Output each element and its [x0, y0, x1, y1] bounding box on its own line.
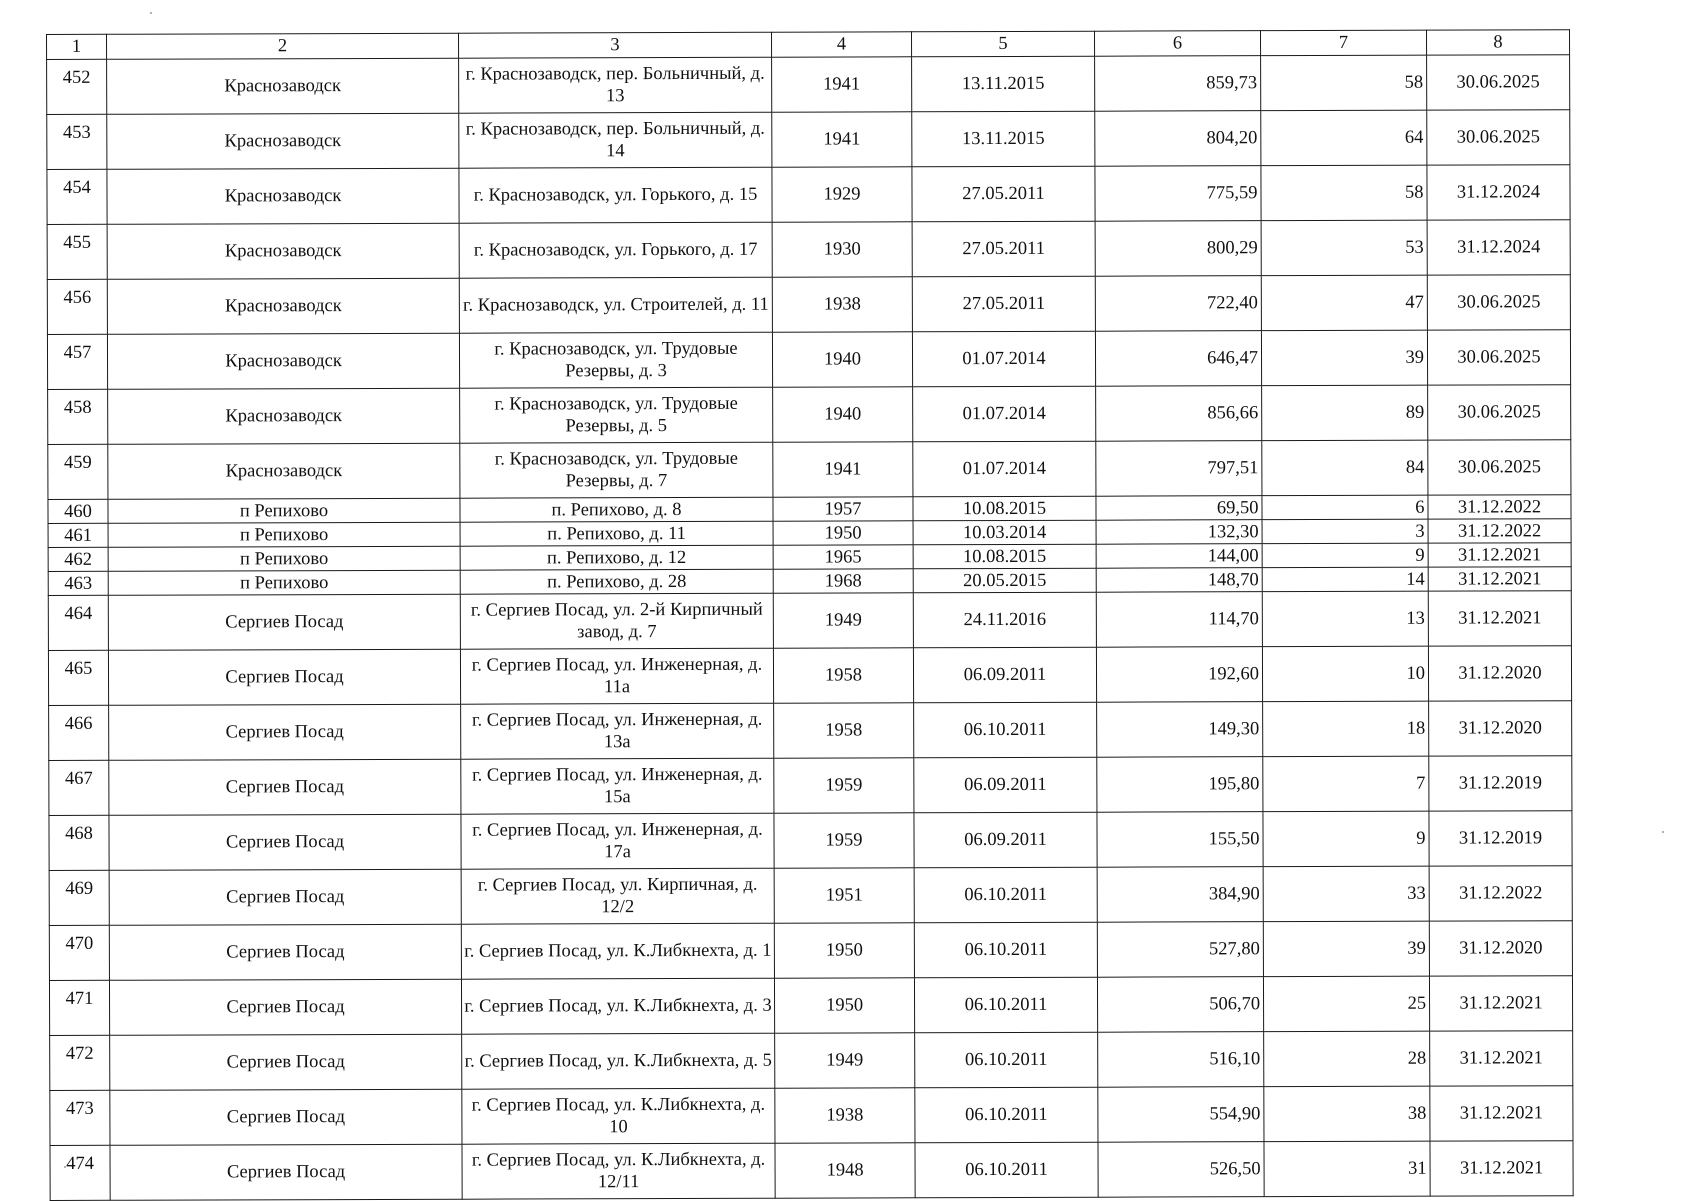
survey-date-cell: 27.05.2011 [912, 166, 1095, 222]
area-cell: 195,80 [1097, 757, 1263, 813]
area-cell: 554,90 [1098, 1087, 1264, 1143]
residents-cell: 14 [1262, 567, 1428, 592]
col-header: 3 [458, 32, 771, 58]
settlement-cell: Краснозаводск [108, 388, 460, 444]
survey-date-cell: 01.07.2014 [913, 386, 1096, 442]
table-row [49, 976, 1572, 1036]
area-cell: 155,50 [1097, 812, 1263, 868]
residents-cell: 58 [1261, 55, 1427, 111]
settlement-cell: Сергиев Посад [109, 924, 461, 980]
residents-cell: 38 [1264, 1086, 1430, 1142]
year-built-cell: 1930 [772, 222, 912, 277]
address-cell: г. Сергиев Посад, ул. К.Либкнехта, д. 5 [462, 1033, 775, 1089]
address-cell: г. Сергиев Посад, ул. Инженерная, д. 17а [461, 813, 774, 869]
settlement-cell: п Репихово [108, 546, 460, 571]
survey-date-cell: 27.05.2011 [912, 221, 1095, 277]
col-header: 8 [1426, 30, 1569, 55]
row-number-cell: 458 [48, 389, 108, 444]
table-row [48, 385, 1571, 445]
area-cell: 859,73 [1095, 56, 1261, 112]
table-row [47, 110, 1570, 170]
row-number-cell: 461 [48, 523, 108, 547]
year-built-cell: 1950 [774, 923, 914, 978]
survey-date-cell: 06.10.2011 [914, 702, 1097, 758]
survey-date-cell: 10.03.2014 [913, 520, 1096, 545]
settlement-cell: Сергиев Посад [110, 1034, 462, 1090]
table-row [50, 1031, 1573, 1091]
table-row [48, 440, 1571, 500]
year-built-cell: 1941 [772, 57, 912, 112]
address-cell: г. Сергиев Посад, ул. Кирпичная, д. 12/2 [461, 868, 774, 924]
area-cell: 800,29 [1095, 221, 1261, 277]
residents-cell: 3 [1262, 519, 1428, 544]
row-number-cell: 454 [47, 169, 107, 224]
residents-cell: 31 [1264, 1141, 1430, 1197]
settlement-cell: Сергиев Посад [108, 594, 460, 650]
residents-cell: 6 [1262, 495, 1428, 520]
residents-cell: 7 [1263, 756, 1429, 812]
survey-date-cell: 24.11.2016 [913, 592, 1096, 648]
row-number-cell: 466 [49, 705, 109, 760]
year-built-cell: 1949 [773, 593, 913, 648]
survey-date-cell: 06.10.2011 [914, 977, 1097, 1033]
settlement-cell: Сергиев Посад [109, 704, 461, 760]
table-row [50, 1086, 1573, 1146]
address-cell: г. Краснозаводск, пер. Больничный, д. 13 [459, 57, 772, 113]
deadline-cell: 31.12.2021 [1429, 976, 1572, 1031]
table-row [49, 701, 1572, 761]
scan-speck [150, 12, 152, 14]
row-number-cell: 464 [48, 595, 108, 650]
col-header: 7 [1260, 30, 1426, 56]
settlement-cell: Сергиев Посад [109, 759, 461, 815]
residents-cell: 53 [1261, 220, 1427, 276]
row-number-cell: 467 [49, 760, 109, 815]
deadline-cell: 30.06.2025 [1427, 55, 1570, 110]
settlement-cell: Сергиев Посад [109, 814, 461, 870]
deadline-cell: 31.12.2019 [1429, 756, 1572, 811]
address-cell: п. Репихово, д. 28 [460, 569, 773, 594]
address-cell: г. Краснозаводск, пер. Больничный, д. 14 [459, 112, 772, 168]
deadline-cell: 30.06.2025 [1427, 275, 1570, 330]
year-built-cell: 1941 [772, 112, 912, 167]
residents-cell: 13 [1262, 591, 1428, 647]
residents-cell: 18 [1263, 701, 1429, 757]
survey-date-cell: 01.07.2014 [913, 441, 1096, 497]
year-built-cell: 1940 [773, 387, 913, 442]
year-built-cell: 1958 [774, 703, 914, 758]
year-built-cell: 1959 [774, 758, 914, 813]
deadline-cell: 30.06.2025 [1427, 110, 1570, 165]
scan-speck [64, 1166, 66, 1168]
table-row [49, 756, 1572, 816]
deadline-cell: 31.12.2021 [1430, 1031, 1573, 1086]
table-row [50, 1141, 1573, 1201]
area-cell: 144,00 [1096, 544, 1262, 569]
table-row [48, 591, 1571, 651]
deadline-cell: 30.06.2025 [1428, 385, 1571, 440]
deadline-cell: 31.12.2021 [1428, 567, 1571, 591]
deadline-cell: 31.12.2020 [1428, 646, 1571, 701]
row-number-cell: 474 [50, 1145, 110, 1200]
scan-speck [1662, 831, 1664, 833]
row-number-cell: 455 [47, 224, 107, 279]
deadline-cell: 31.12.2022 [1428, 495, 1571, 519]
address-cell: г. Краснозаводск, ул. Строителей, д. 11 [459, 277, 772, 333]
settlement-cell: Сергиев Посад [109, 869, 461, 925]
survey-date-cell: 06.10.2011 [915, 1032, 1098, 1088]
area-cell: 132,30 [1096, 520, 1262, 545]
area-cell: 856,66 [1096, 386, 1262, 442]
address-cell: г. Краснозаводск, ул. Трудовые Резервы, д. 5 [460, 387, 773, 443]
survey-date-cell: 06.10.2011 [915, 1087, 1098, 1143]
area-cell: 114,70 [1096, 592, 1262, 648]
address-cell: г. Сергиев Посад, ул. 2-й Кирпичный завод, д. 7 [460, 593, 773, 649]
settlement-cell: Краснозаводск [107, 278, 459, 334]
survey-date-cell: 13.11.2015 [912, 56, 1095, 112]
area-cell: 526,50 [1098, 1142, 1264, 1198]
table-row [47, 220, 1570, 280]
row-number-cell: 472 [50, 1035, 110, 1090]
settlement-cell: Краснозаводск [107, 113, 459, 169]
area-cell: 506,70 [1097, 977, 1263, 1033]
address-cell: г. Сергиев Посад, ул. К.Либкнехта, д. 3 [461, 978, 774, 1034]
area-cell: 149,30 [1097, 702, 1263, 758]
survey-date-cell: 06.10.2011 [914, 867, 1097, 923]
row-number-cell: 471 [49, 980, 109, 1035]
survey-date-cell: 20.05.2015 [913, 568, 1096, 593]
area-cell: 797,51 [1096, 441, 1262, 497]
table-row [47, 330, 1570, 390]
residents-cell: 9 [1262, 543, 1428, 568]
table-row [47, 275, 1570, 335]
address-cell: п. Репихово, д. 12 [460, 545, 773, 570]
address-cell: п. Репихово, д. 11 [460, 521, 773, 546]
address-cell: п. Репихово, д. 8 [460, 497, 773, 522]
col-header: 2 [107, 33, 459, 59]
settlement-cell: п Репихово [108, 570, 460, 595]
deadline-cell: 30.06.2025 [1428, 440, 1571, 495]
row-number-cell: 470 [49, 925, 109, 980]
address-cell: г. Краснозаводск, ул. Трудовые Резервы, д. 7 [460, 442, 773, 498]
table-row [49, 921, 1572, 981]
settlement-cell: Сергиев Посад [108, 649, 460, 705]
settlement-cell: Краснозаводск [107, 168, 459, 224]
row-number-cell: 457 [47, 334, 107, 389]
table-body [47, 55, 1574, 1201]
year-built-cell: 1957 [773, 497, 913, 521]
residents-cell: 47 [1261, 275, 1427, 331]
row-number-cell: 462 [48, 547, 108, 571]
row-number-cell: 465 [48, 650, 108, 705]
settlement-cell: п Репихово [108, 522, 460, 547]
year-built-cell: 1929 [772, 167, 912, 222]
year-built-cell: 1948 [775, 1143, 915, 1198]
table-row [49, 811, 1572, 871]
row-number-cell: 473 [50, 1090, 110, 1145]
col-header: 5 [911, 31, 1094, 57]
year-built-cell: 1951 [774, 868, 914, 923]
survey-date-cell: 06.10.2011 [914, 922, 1097, 978]
col-header: 6 [1094, 31, 1260, 57]
survey-date-cell: 13.11.2015 [912, 111, 1095, 167]
address-cell: г. Сергиев Посад, ул. Инженерная, д. 15а [461, 758, 774, 814]
deadline-cell: 31.12.2024 [1427, 165, 1570, 220]
address-cell: г. Сергиев Посад, ул. К.Либкнехта, д. 10 [462, 1088, 775, 1144]
deadline-cell: 30.06.2025 [1427, 330, 1570, 385]
address-cell: г. Сергиев Посад, ул. К.Либкнехта, д. 1 [461, 923, 774, 979]
settlement-cell: п Репихово [108, 498, 460, 523]
residents-cell: 84 [1262, 440, 1428, 496]
year-built-cell: 1959 [774, 813, 914, 868]
survey-date-cell: 01.07.2014 [912, 331, 1095, 387]
survey-date-cell: 06.09.2011 [914, 812, 1097, 868]
residents-cell: 10 [1262, 646, 1428, 702]
area-cell: 148,70 [1096, 568, 1262, 593]
year-built-cell: 1950 [773, 521, 913, 545]
deadline-cell: 31.12.2020 [1429, 921, 1572, 976]
settlement-cell: Краснозаводск [107, 223, 459, 279]
deadline-cell: 31.12.2022 [1429, 866, 1572, 921]
survey-date-cell: 27.05.2011 [912, 276, 1095, 332]
year-built-cell: 1965 [773, 545, 913, 569]
address-cell: г. Краснозаводск, ул. Горького, д. 17 [459, 222, 772, 278]
year-built-cell: 1950 [774, 978, 914, 1033]
residents-cell: 58 [1261, 165, 1427, 221]
survey-date-cell: 06.09.2011 [913, 647, 1096, 703]
col-header: 4 [771, 32, 911, 57]
housing-register-table [46, 29, 1574, 1201]
address-cell: г. Сергиев Посад, ул. Инженерная, д. 11а [460, 648, 773, 704]
residents-cell: 89 [1262, 385, 1428, 441]
row-number-cell: 456 [47, 279, 107, 334]
year-built-cell: 1958 [773, 648, 913, 703]
address-cell: г. Сергиев Посад, ул. К.Либкнехта, д. 12/11 [462, 1143, 775, 1199]
area-cell: 527,80 [1097, 922, 1263, 978]
settlement-cell: Сергиев Посад [109, 979, 461, 1035]
table-row [49, 866, 1572, 926]
settlement-cell: Краснозаводск [108, 443, 460, 499]
area-cell: 192,60 [1096, 647, 1262, 703]
residents-cell: 64 [1261, 110, 1427, 166]
address-cell: г. Краснозаводск, ул. Горького, д. 15 [459, 167, 772, 223]
settlement-cell: Сергиев Посад [110, 1144, 462, 1200]
survey-date-cell: 06.09.2011 [914, 757, 1097, 813]
row-number-cell: 468 [49, 815, 109, 870]
area-cell: 646,47 [1095, 331, 1261, 387]
area-cell: 69,50 [1096, 496, 1262, 521]
survey-date-cell: 10.08.2015 [913, 496, 1096, 521]
deadline-cell: 31.12.2022 [1428, 519, 1571, 543]
year-built-cell: 1968 [773, 569, 913, 593]
deadline-cell: 31.12.2019 [1429, 811, 1572, 866]
residents-cell: 33 [1263, 866, 1429, 922]
deadline-cell: 31.12.2024 [1427, 220, 1570, 275]
table-row [47, 165, 1570, 225]
area-cell: 384,90 [1097, 867, 1263, 923]
survey-date-cell: 10.08.2015 [913, 544, 1096, 569]
area-cell: 516,10 [1098, 1032, 1264, 1088]
settlement-cell: Краснозаводск [107, 333, 459, 389]
deadline-cell: 31.12.2020 [1429, 701, 1572, 756]
deadline-cell: 31.12.2021 [1430, 1086, 1573, 1141]
row-number-cell: 453 [47, 114, 107, 169]
year-built-cell: 1941 [773, 442, 913, 497]
settlement-cell: Краснозаводск [107, 58, 459, 114]
year-built-cell: 1938 [775, 1088, 915, 1143]
row-number-cell: 463 [48, 571, 108, 595]
year-built-cell: 1938 [772, 277, 912, 332]
residents-cell: 39 [1263, 921, 1429, 977]
address-cell: г. Сергиев Посад, ул. Инженерная, д. 13а [461, 703, 774, 759]
row-number-cell: 469 [49, 870, 109, 925]
year-built-cell: 1940 [772, 332, 912, 387]
deadline-cell: 31.12.2021 [1430, 1141, 1573, 1196]
row-number-cell: 459 [48, 444, 108, 499]
residents-cell: 9 [1263, 811, 1429, 867]
deadline-cell: 31.12.2021 [1428, 543, 1571, 567]
residents-cell: 28 [1264, 1031, 1430, 1087]
residents-cell: 39 [1261, 330, 1427, 386]
area-cell: 722,40 [1095, 276, 1261, 332]
settlement-cell: Сергиев Посад [110, 1089, 462, 1145]
deadline-cell: 31.12.2021 [1428, 591, 1571, 646]
col-header: 1 [47, 34, 107, 59]
table-row [48, 646, 1571, 706]
area-cell: 804,20 [1095, 111, 1261, 167]
row-number-cell: 452 [47, 59, 107, 114]
residents-cell: 25 [1263, 976, 1429, 1032]
year-built-cell: 1949 [775, 1033, 915, 1088]
table-row [47, 55, 1570, 115]
area-cell: 775,59 [1095, 166, 1261, 222]
survey-date-cell: 06.10.2011 [915, 1142, 1098, 1198]
row-number-cell: 460 [48, 499, 108, 523]
address-cell: г. Краснозаводск, ул. Трудовые Резервы, д. 3 [459, 332, 772, 388]
